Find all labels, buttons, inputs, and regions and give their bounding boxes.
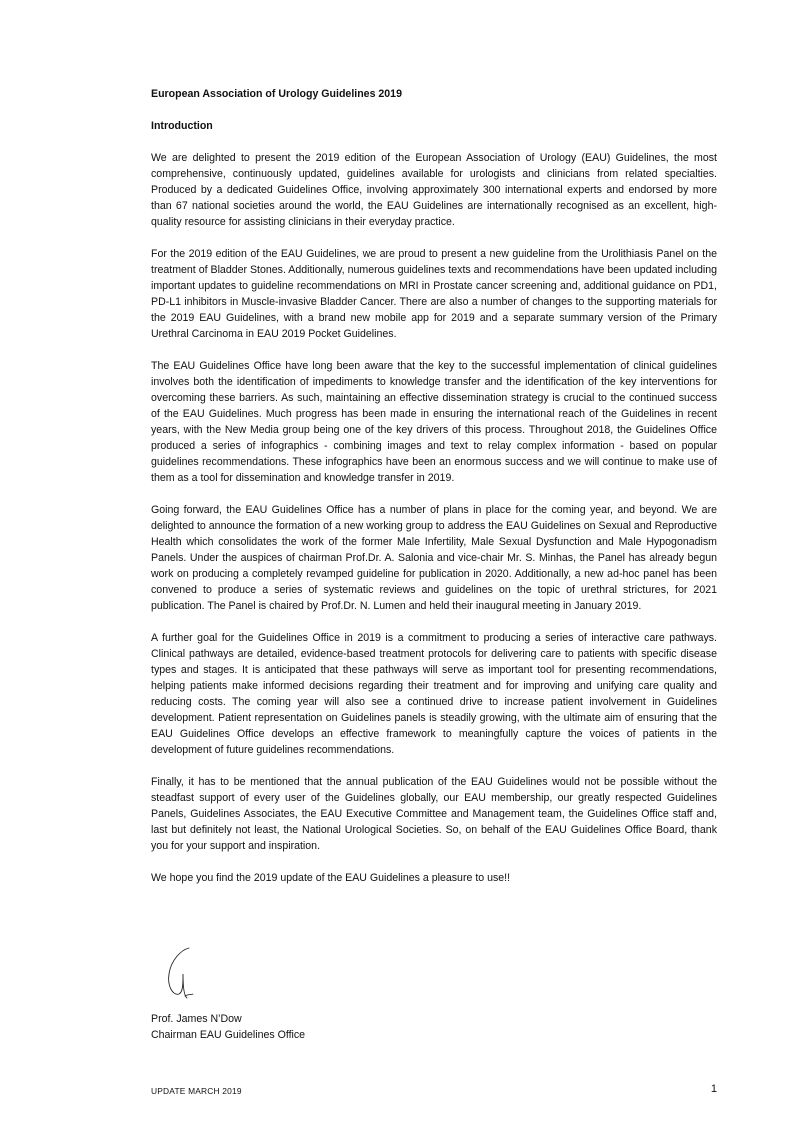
paragraph-2: For the 2019 edition of the EAU Guidelines, we are proud to present a new guideline from the Urolithiasis Panel on the treatment of Bladder Stones. Additionally, numerous guidelines texts and recommendations have been updated including important updates to guideline recommendations on MRI in Prostate cancer screening and, additional guidance on PD1, PD-L1 inhibitors in Muscle-invasive Bladder Cancer. There are also a number of changes to the supporting materials for the 2019 EAU Guidelines, with a brand new mobile app for 2019 and a separate summary version of the Primary Urethral Carcinoma in EAU 2019 Pocket Guidelines. (151, 248, 717, 340)
paragraph-4: Going forward, the EAU Guidelines Office has a number of plans in place for the coming year, and beyond. We are delighted to announce the formation of a new working group to address the EAU Guidelines on Sexual and Reproductive Health which consolidates the work of the former Male Infertility, Male Sexual Dysfunction and Male Hypogonadism Panels. Under the auspices of chairman Prof.Dr. A. Salonia and vice-chair Mr. S. Minhas, the Panel has already begun work on producing a completely revamped guideline for publication in 2020. Additionally, a new ad-hoc panel has been convened to produce a series of systematic reviews and guidelines on the topic of urethral strictures, for 2021 publication. The Panel is chaired by Prof.Dr. N. Lumen and held their inaugural meeting in January 2019. (151, 504, 717, 612)
paragraph-3: The EAU Guidelines Office have long been aware that the key to the successful implementation of clinical guidelines involves both the identification of impediments to knowledge transfer and the identification of the key interventions for overcoming these barriers. As such, maintaining an effective dissemination strategy is crucial to the continued success of the EAU Guidelines. Much progress has been made in ensuring the international reach of the Guidelines in recent years, with the New Media group being one of the key drivers of this process. Throughout 2018, the Guidelines Office produced a series of infographics - combining images and text to relay complex information - based on popular guidelines recommendations. These infographics have been an enormous success and we will continue to make use of them as a tool for dissemination and knowledge transfer in 2019. (151, 360, 717, 484)
signatory-name: Prof. James N’Dow (151, 1013, 242, 1025)
footer-update-label: UPDATE MARCH 2019 (151, 1086, 242, 1096)
paragraph-7: We hope you find the 2019 update of the EAU Guidelines a pleasure to use!! (151, 872, 511, 884)
paragraph-5: A further goal for the Guidelines Office in 2019 is a commitment to producing a series of interactive care pathways. Clinical pathways are detailed, evidence-based treatment protocols for delivering care to patients with specific disease types and stages. It is anticipated that these pathways will serve as important tool for presenting recommendations, helping patients make informed decisions regarding their treatment and for improving and unifying care quality and reducing costs. The coming year will also see a continued drive to increase patient involvement in Guidelines development. Patient representation on Guidelines panels is steadily growing, with the ultimate aim of ensuring that the EAU Guidelines Office develops an effective framework to meaningfully capture the voices of patients in the development of future guidelines recommendations. (151, 632, 717, 756)
paragraph-1: We are delighted to present the 2019 edition of the European Association of Urology (EAU) Guidelines, the most comprehensive, continuously updated, guidelines available for urologists and clinicians from related specialties. Produced by a dedicated Guidelines Office, involving approximately 300 international experts and endorsed by more than 67 national societies around the world, the EAU Guidelines are internationally recognised as an excellent, high-quality resource for assisting clinicians in their everyday practice. (151, 152, 717, 228)
page-number: 1 (710, 1083, 717, 1095)
paragraph-6: Finally, it has to be mentioned that the annual publication of the EAU Guidelines would not be possible without the steadfast support of every user of the Guidelines globally, our EAU membership, our greatly respected Guidelines Panels, Guidelines Associates, the EAU Executive Committee and Management team, the Guidelines Office staff and, last but definitely not least, the National Urological Societies. So, on behalf of the EAU Guidelines Office Board, thank you for your support and inspiration. (151, 776, 717, 852)
document-body (151, 86, 717, 902)
signatory-role: Chairman EAU Guidelines Office (151, 1029, 306, 1041)
handwritten-signature (161, 944, 201, 1004)
document-title: European Association of Urology Guidelines 2019 (151, 88, 402, 100)
signatory-block (151, 1011, 305, 1043)
section-heading: Introduction (151, 120, 213, 132)
